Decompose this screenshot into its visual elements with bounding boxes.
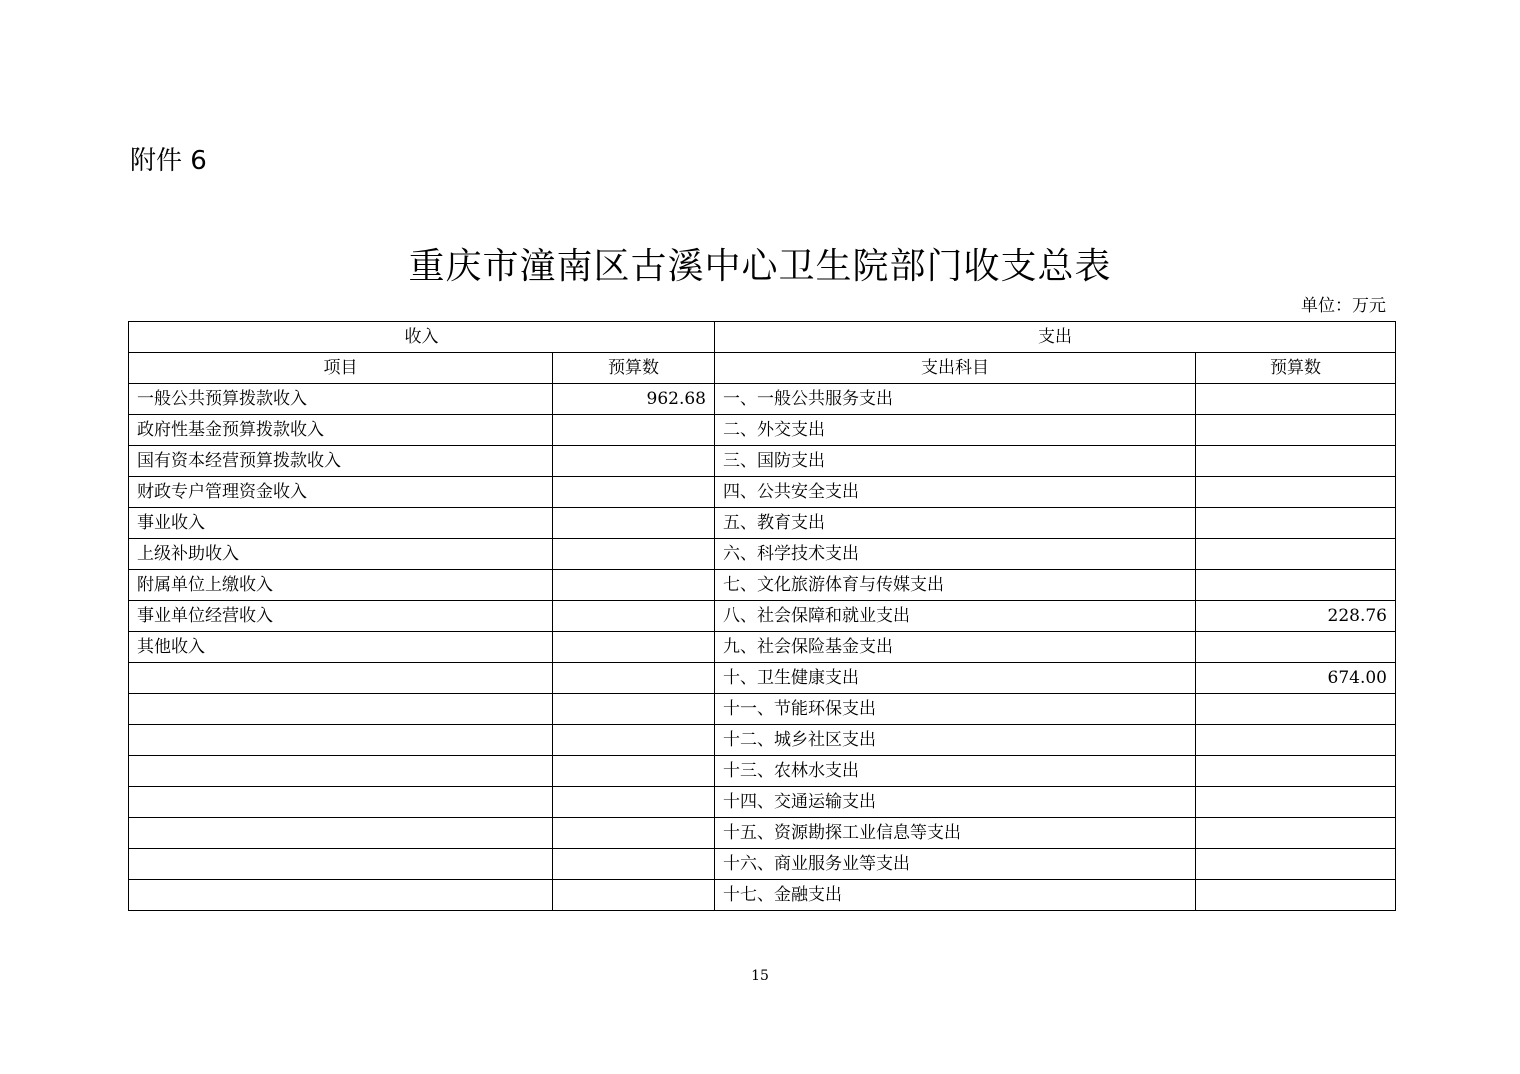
expense-amount-cell xyxy=(1196,415,1396,446)
income-item-cell: 事业单位经营收入 xyxy=(129,601,553,632)
table-row xyxy=(129,787,1396,818)
income-item-cell xyxy=(129,725,553,756)
expense-item-cell: 十六、商业服务业等支出 xyxy=(715,849,1196,880)
expense-amount-cell xyxy=(1196,849,1396,880)
expense-amount-cell xyxy=(1196,880,1396,911)
income-item-cell xyxy=(129,756,553,787)
income-amount-cell xyxy=(553,508,715,539)
expense-item-cell: 三、国防支出 xyxy=(715,446,1196,477)
income-item-cell: 一般公共预算拨款收入 xyxy=(129,384,553,415)
income-amount-header: 预算数 xyxy=(553,353,715,384)
income-item-cell: 政府性基金预算拨款收入 xyxy=(129,415,553,446)
expense-amount-cell xyxy=(1196,632,1396,663)
income-item-cell: 国有资本经营预算拨款收入 xyxy=(129,446,553,477)
expense-amount-header: 预算数 xyxy=(1196,353,1396,384)
income-item-cell xyxy=(129,849,553,880)
income-item-cell: 其他收入 xyxy=(129,632,553,663)
income-amount-cell xyxy=(553,539,715,570)
income-amount-cell xyxy=(553,818,715,849)
income-item-cell: 财政专户管理资金收入 xyxy=(129,477,553,508)
expense-item-cell: 十、卫生健康支出 xyxy=(715,663,1196,694)
income-amount-cell xyxy=(553,632,715,663)
income-amount-cell xyxy=(553,756,715,787)
income-amount-cell xyxy=(553,415,715,446)
expense-item-cell: 十一、节能环保支出 xyxy=(715,694,1196,725)
income-amount-cell xyxy=(553,787,715,818)
expense-item-cell: 十五、资源勘探工业信息等支出 xyxy=(715,818,1196,849)
income-amount-cell xyxy=(553,694,715,725)
expense-amount-cell xyxy=(1196,570,1396,601)
expense-item-cell: 五、教育支出 xyxy=(715,508,1196,539)
expense-amount-cell: 674.00 xyxy=(1196,663,1396,694)
income-item-header: 项目 xyxy=(129,353,553,384)
document-title: 重庆市潼南区古溪中心卫生院部门收支总表 xyxy=(408,246,1112,287)
unit-label: 单位：万元 xyxy=(1301,296,1386,316)
expense-item-cell: 九、社会保险基金支出 xyxy=(715,632,1196,663)
expense-item-cell: 十二、城乡社区支出 xyxy=(715,725,1196,756)
income-amount-cell xyxy=(553,663,715,694)
income-item-cell: 事业收入 xyxy=(129,508,553,539)
expense-item-cell: 一、一般公共服务支出 xyxy=(715,384,1196,415)
table-row xyxy=(129,818,1396,849)
expense-amount-cell xyxy=(1196,725,1396,756)
income-amount-cell xyxy=(553,849,715,880)
income-item-cell xyxy=(129,787,553,818)
expense-group-header: 支出 xyxy=(715,322,1396,353)
expense-item-cell: 二、外交支出 xyxy=(715,415,1196,446)
expense-amount-cell xyxy=(1196,539,1396,570)
attachment-label: 附件 6 xyxy=(130,146,207,176)
table-row xyxy=(129,601,1396,632)
expense-amount-cell xyxy=(1196,477,1396,508)
income-item-cell: 上级补助收入 xyxy=(129,539,553,570)
expense-item-cell: 十三、农林水支出 xyxy=(715,756,1196,787)
table-row xyxy=(129,694,1396,725)
table-row xyxy=(129,539,1396,570)
income-item-cell xyxy=(129,880,553,911)
income-item-cell xyxy=(129,663,553,694)
income-amount-cell: 962.68 xyxy=(553,384,715,415)
income-amount-cell xyxy=(553,725,715,756)
income-item-cell: 附属单位上缴收入 xyxy=(129,570,553,601)
expense-amount-cell xyxy=(1196,787,1396,818)
expense-amount-cell xyxy=(1196,384,1396,415)
table-row xyxy=(129,880,1396,911)
table-row xyxy=(129,570,1396,601)
table-row xyxy=(129,415,1396,446)
expense-amount-cell xyxy=(1196,756,1396,787)
table-row xyxy=(129,508,1396,539)
income-item-cell xyxy=(129,818,553,849)
expense-item-cell: 八、社会保障和就业支出 xyxy=(715,601,1196,632)
expense-amount-cell xyxy=(1196,508,1396,539)
income-item-cell xyxy=(129,694,553,725)
expense-item-cell: 十七、金融支出 xyxy=(715,880,1196,911)
table-row xyxy=(129,632,1396,663)
expense-amount-cell xyxy=(1196,694,1396,725)
expense-amount-cell xyxy=(1196,818,1396,849)
table-row xyxy=(129,725,1396,756)
expense-item-cell: 六、科学技术支出 xyxy=(715,539,1196,570)
page-number: 15 xyxy=(751,968,769,984)
table-group-header-row xyxy=(129,322,1396,353)
income-group-header: 收入 xyxy=(129,322,715,353)
income-amount-cell xyxy=(553,446,715,477)
table-row xyxy=(129,756,1396,787)
income-amount-cell xyxy=(553,880,715,911)
table-row xyxy=(129,446,1396,477)
expense-amount-cell xyxy=(1196,446,1396,477)
table-row xyxy=(129,663,1396,694)
expense-amount-cell: 228.76 xyxy=(1196,601,1396,632)
expense-item-header: 支出科目 xyxy=(715,353,1196,384)
table-row xyxy=(129,849,1396,880)
table-row xyxy=(129,384,1396,415)
income-amount-cell xyxy=(553,601,715,632)
expense-item-cell: 七、文化旅游体育与传媒支出 xyxy=(715,570,1196,601)
budget-summary-table xyxy=(128,321,1396,911)
table-column-header-row xyxy=(129,353,1396,384)
income-amount-cell xyxy=(553,570,715,601)
table-row xyxy=(129,477,1396,508)
income-amount-cell xyxy=(553,477,715,508)
expense-item-cell: 十四、交通运输支出 xyxy=(715,787,1196,818)
expense-item-cell: 四、公共安全支出 xyxy=(715,477,1196,508)
